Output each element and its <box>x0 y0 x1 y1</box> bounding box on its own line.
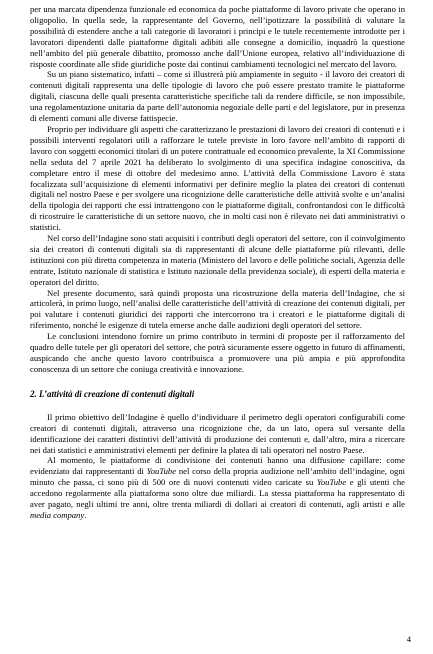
section-paragraph-2 <box>30 455 405 520</box>
paragraph-3: Proprio per individuare gli aspetti che caratterizzano le prestazioni di lavoro dei creatori di contenuti e i possibili interventi regolatori utili a rafforzare le tutele previste in loro favore nell’ambito di rapporti di lavoro con soggetti economici titolari di un potere contrattuale ed economico prevalente, la XI Commissione nella seduta del 7 aprile 2021 ha deliberato lo svolgimento di una specifica indagine conoscitiva, da completare entro il mese di ottobre del medesimo anno. L’attività della Commissione Lavoro è stata focalizzata sull’acquisizione di elementi informativi per definire meglio la platea dei creatori di contenuti digitali nel nostro Paese e per svolgere una ricognizione delle caratteristiche delle attività svolte e un’analisi della tipologia dei rapporti che essi intrattengono con le piattaforme digitali, confrontandosi con le difficoltà di ricostruire le caratteristiche di un settore nuovo, che in molti casi non è rilevato nei dati amministrativi o statistici. <box>30 123 405 233</box>
paragraph-6: Le conclusioni intendono fornire un primo contributo in termini di proposte per il rafforzamento del quadro delle tutele per gli operatori del settore, che potrà sicuramente essere oggetto in futuro di affinamenti, auspicando che anche questo lavoro contribuisca a promuovere una più ampia e più approfondita conoscenza di un settore che coniuga creatività e innovazione. <box>30 331 405 374</box>
text-run: e gli utenti che accedono regolarmente alla piattaforma sono oltre due miliardi. La stessa piattaforma ha rappresentato di aver pagato, negli ultimi tre anni, oltre trenta miliardi di dollari ai creatori di contenuti, agli artisti e alle <box>30 477 405 510</box>
text-run: . <box>84 509 87 520</box>
text-run: nel corso della propria audizione nell’ambito dell’indagine, ogni minuto che passa, ci sono più di 500 ore di nuovi contenuti video caricate su <box>30 466 406 488</box>
italic-term-media-company: media company <box>30 509 85 520</box>
paragraph-1: per una marcata dipendenza funzionale ed economica da poche piattaforme di lavoro private che operano in oligopolio. In quella sede, la rappresentante del Governo, nell’ipotizzare la possibilità di valutare la possibilità di estendere anche a tali categorie di lavoratori i principi e le tutele recentemente introdotte per i lavoratori dipendenti dalle piattaforme digitali adibiti alle consegne a domicilio, inquadrò la questione nell’ambito del più generale dibattito, promosso anche dall’Unione europea, relativo all’individuazione di risposte coordinate alle sfide giuridiche poste dai continui cambiamenti tecnologici nel mercato del lavoro. <box>30 4 405 69</box>
section-paragraph-1: Il primo obiettivo dell’Indagine è quello d’individuare il perimetro degli operatori configurabili come creatori di contenuti digitali, attraverso una ricognizione che, da un lato, opera sul versante della identificazione dei caratteri distintivi dell’attività di produzione dei contenuti e, dall’altro, mira a ricercare nei dati statistici e amministrativi elementi per definire la platea di tali operatori nel nostro Paese. <box>30 411 405 455</box>
italic-term-youtube: YouTube <box>316 477 347 488</box>
page-number: 4 <box>406 634 411 644</box>
paragraph-5: Nel presente documento, sarà quindi proposta una ricostruzione della materia dell’Indagine, che si articolerà, in primo luogo, nell’analisi delle caratteristiche dell’attività di creazione dei contenuti digitali, per poi valutare i contenuti giuridici dei rapporti che intercorrono tra i creatori e le piattaforme digitali di riferimento, nonché le esigenze di tutela emerse anche dalle audizioni degli operatori del settore. <box>30 287 405 331</box>
paragraph-2: Su un piano sistematico, infatti – come si illustrerà più ampiamente in seguito - il lavoro dei creatori di contenuti digitali rappresenta una delle tipologie di lavoro che può essere prestato tramite le piattaforme digitali, ciascuna delle quali presenta caratteristiche specifiche tali da rendere difficile, se non impossibile, una regolamentazione unitaria da parte dell’autonomia negoziale delle parti e del legislatore, pur in presenza di elementi comuni alle diverse fattispecie. <box>30 69 405 124</box>
section-heading: 2. L’attività di creazione di contenuti digitali <box>30 388 195 399</box>
paragraph-4: Nel corso dell’Indagine sono stati acquisiti i contributi degli operatori del settore, con il coinvolgimento sia dei creatori di contenuti digitali sia di rappresentanti di alcune delle piattaforme più rilevanti, delle istituzioni con più diretta competenza in materia (Ministero del lavoro e delle politiche sociali, Agenzia delle entrate, Istituto nazionale di statistica e Istituto nazionale della previdenza sociale), di esperti della materia e operatori del diritto. <box>30 233 405 287</box>
italic-term-youtube: YouTube <box>146 466 177 477</box>
text-run: Al momento, le piattaforme di condivisione dei contenuti hanno una diffusione capillare: come evidenziato dai rappresentanti di <box>30 455 405 477</box>
